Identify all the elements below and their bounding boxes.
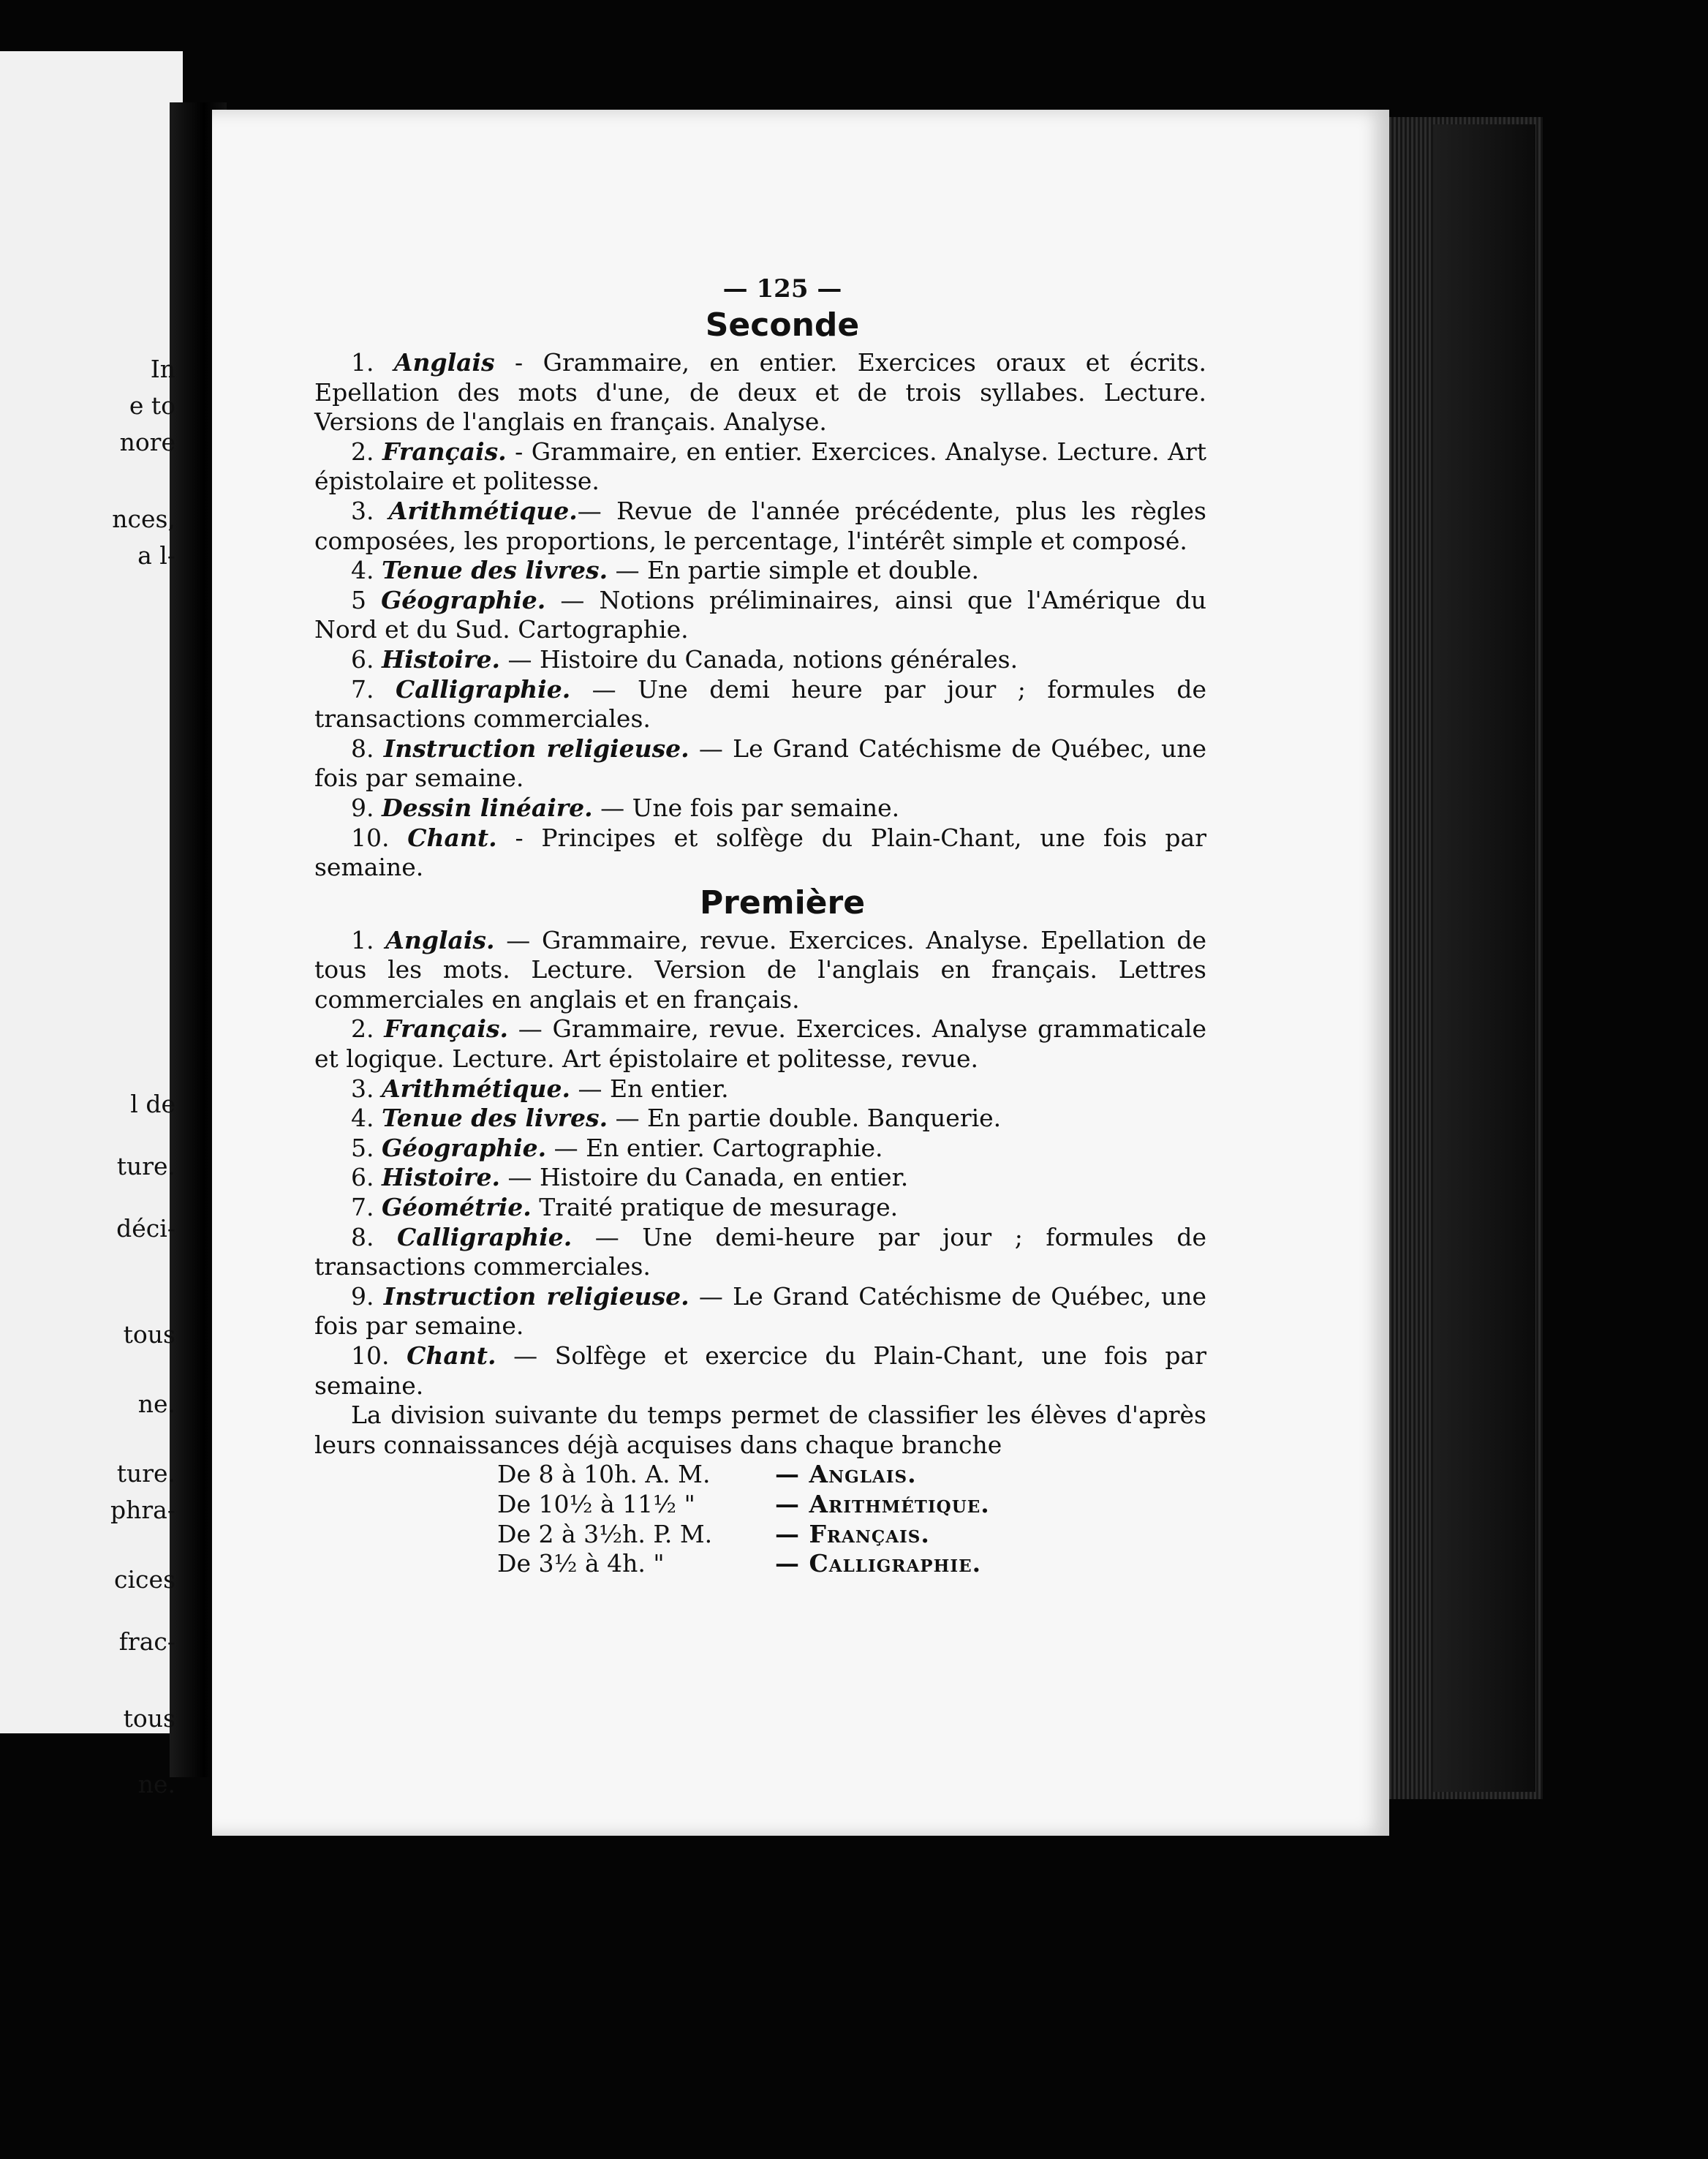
- schedule-subject: — Français.: [775, 1519, 930, 1548]
- premiere-list: [314, 926, 1206, 1401]
- course-item: [314, 675, 1206, 734]
- item-text: — Histoire du Canada, en entier.: [499, 1163, 909, 1192]
- item-text: — Une demi-heure par jour ; formules de transactions commerciales.: [314, 1222, 1206, 1281]
- book-spine-shadow: [1433, 124, 1535, 1792]
- left-page-fragment: a l-: [137, 541, 175, 570]
- schedule-time: De 3½ à 4h. ": [497, 1549, 665, 1578]
- course-item: [314, 1074, 1206, 1104]
- item-subject: Anglais.: [385, 925, 495, 954]
- left-page-fragment: ne.: [137, 1770, 175, 1798]
- item-subject: Dessin linéaire.: [382, 793, 593, 822]
- left-page-fragment: In: [150, 355, 175, 383]
- item-text: — Une demi heure par jour ; formules de transactions commerciales.: [314, 674, 1206, 734]
- item-subject: Anglais: [393, 348, 495, 377]
- item-subject: Histoire.: [382, 644, 500, 674]
- page-content: [314, 274, 1206, 1579]
- course-item: [314, 645, 1206, 675]
- schedule-subject: — Arithmétique.: [775, 1489, 990, 1518]
- item-number: 8.: [351, 734, 374, 763]
- course-item: [314, 926, 1206, 1015]
- item-text: — Le Grand Catéchisme de Québec, une fois par semaine.: [314, 1281, 1206, 1341]
- course-item: [314, 556, 1206, 586]
- course-item: [314, 794, 1206, 824]
- course-item: [314, 1104, 1206, 1134]
- item-number: 9.: [351, 1281, 374, 1311]
- item-subject: Tenue des livres.: [382, 556, 608, 585]
- item-text: - Grammaire, en entier. Exercices. Analyse. Lecture. Art épistolaire et politesse.: [314, 437, 1206, 496]
- schedule-time: De 10½ à 11½ ": [497, 1489, 695, 1518]
- item-text: - Principes et solfège du Plain-Chant, une fois par semaine.: [314, 823, 1206, 882]
- item-number: 4.: [351, 1104, 374, 1133]
- section-title-seconde: Seconde: [705, 306, 860, 344]
- left-page-fragment: ture.: [116, 1459, 175, 1488]
- item-number: 7.: [351, 674, 374, 704]
- left-page-fragment: nore: [119, 428, 175, 456]
- item-subject: Chant.: [407, 823, 497, 852]
- item-text: — En partie simple et double.: [608, 556, 980, 585]
- item-number: 7.: [351, 1193, 374, 1222]
- schedule-subject: — Calligraphie.: [775, 1549, 982, 1578]
- item-subject: Tenue des livres.: [382, 1104, 608, 1133]
- item-number: 5: [351, 585, 366, 614]
- item-subject: Calligraphie.: [397, 1222, 573, 1251]
- left-page-fragment: frac-: [118, 1627, 175, 1656]
- left-page-fragment: déci-: [116, 1214, 175, 1243]
- item-text: — Grammaire, revue. Exercices. Analyse grammaticale et logique. Lecture. Art épistolaire et politesse, revue.: [314, 1014, 1206, 1074]
- item-number: 3.: [351, 496, 374, 525]
- item-number: 5.: [351, 1133, 374, 1162]
- item-text: Traité pratique de mesurage.: [531, 1193, 899, 1222]
- item-number: 6.: [351, 644, 374, 674]
- item-subject: Arithmétique.: [388, 496, 578, 525]
- item-text: — Revue de l'année précédente, plus les règles composées, les proportions, le percentage, l'intérêt simple et composé.: [314, 496, 1206, 555]
- left-page-fragment: l de: [130, 1090, 175, 1118]
- left-page-fragment: cices: [114, 1565, 175, 1594]
- item-number: 10.: [351, 1341, 390, 1370]
- item-subject: Instruction religieuse.: [383, 1281, 689, 1311]
- left-page-fragment: ture.: [116, 1152, 175, 1180]
- item-text: — Notions préliminaires, ainsi que l'Amérique du Nord et du Sud. Cartographie.: [314, 585, 1206, 644]
- left-page-fragment: phra-: [110, 1496, 175, 1524]
- item-subject: Histoire.: [382, 1163, 500, 1192]
- item-number: 8.: [351, 1222, 374, 1251]
- item-text: — En entier. Cartographie.: [546, 1133, 883, 1162]
- item-number: 1.: [351, 348, 374, 377]
- course-item: [314, 1223, 1206, 1282]
- course-item: [314, 348, 1206, 437]
- schedule-row: [497, 1490, 1206, 1520]
- item-subject: Géographie.: [381, 585, 546, 614]
- item-text: — En entier.: [570, 1074, 729, 1103]
- course-item: [314, 824, 1206, 883]
- item-text: - Grammaire, en entier. Exercices oraux et écrits. Epellation des mots d'une, de deux et de trois syllabes. Lecture. Versions de l'anglais en français. Analyse.: [314, 348, 1206, 437]
- item-subject: Instruction religieuse.: [383, 734, 689, 763]
- schedule-time: De 2 à 3½h. P. M.: [497, 1519, 713, 1548]
- item-number: 1.: [351, 925, 374, 954]
- item-number: 9.: [351, 793, 374, 822]
- course-item: [314, 497, 1206, 556]
- course-item: [314, 586, 1206, 645]
- left-page-fragment: tous: [123, 1320, 175, 1349]
- division-note: La division suivante du temps permet de classifier les élèves d'après leurs connaissances déjà acquises dans chaque branche: [314, 1401, 1206, 1459]
- schedule-row: [497, 1520, 1206, 1550]
- item-text: — Grammaire, revue. Exercices. Analyse. Epellation de tous les mots. Lecture. Version de l'anglais en français. Lettres commerciales en anglais et en français.: [314, 925, 1206, 1014]
- page-number: — 125 —: [722, 274, 842, 304]
- course-item: [314, 1014, 1206, 1074]
- course-item: [314, 1341, 1206, 1401]
- schedule-row: [497, 1460, 1206, 1490]
- item-text: — En partie double. Banquerie.: [608, 1104, 1002, 1133]
- item-number: 6.: [351, 1163, 374, 1192]
- course-item: [314, 437, 1206, 497]
- schedule-table: [314, 1460, 1206, 1578]
- item-subject: Calligraphie.: [396, 674, 571, 704]
- item-number: 3.: [351, 1074, 374, 1103]
- course-item: [314, 1163, 1206, 1193]
- schedule-time: De 8 à 10h. A. M.: [497, 1460, 711, 1489]
- left-page-fragment: nces,: [112, 505, 175, 533]
- section-title-premiere: Première: [699, 883, 866, 922]
- item-text: — Une fois par semaine.: [592, 793, 900, 822]
- item-subject: Chant.: [407, 1341, 496, 1370]
- seconde-list: [314, 348, 1206, 883]
- left-page-fragment: tous: [123, 1704, 175, 1733]
- item-number: 2.: [351, 1014, 374, 1044]
- item-subject: Arithmétique.: [382, 1074, 571, 1103]
- schedule-subject: — Anglais.: [775, 1460, 917, 1489]
- item-number: 2.: [351, 437, 374, 466]
- item-text: — Le Grand Catéchisme de Québec, une fois par semaine.: [314, 734, 1206, 793]
- item-subject: Français.: [382, 437, 507, 466]
- left-page-fragment: ne.: [137, 1390, 175, 1418]
- item-subject: Français.: [384, 1014, 508, 1044]
- item-number: 4.: [351, 556, 374, 585]
- item-subject: Géographie.: [382, 1133, 547, 1162]
- course-item: [314, 734, 1206, 794]
- schedule-row: [497, 1549, 1206, 1579]
- course-item: [314, 1193, 1206, 1223]
- course-item: [314, 1134, 1206, 1164]
- item-subject: Géométrie.: [382, 1193, 532, 1222]
- item-number: 10.: [351, 823, 390, 852]
- item-text: — Solfège et exercice du Plain-Chant, une fois par semaine.: [314, 1341, 1206, 1400]
- left-page-fragment: e to: [129, 391, 175, 420]
- item-text: — Histoire du Canada, notions générales.: [499, 644, 1019, 674]
- course-item: [314, 1282, 1206, 1341]
